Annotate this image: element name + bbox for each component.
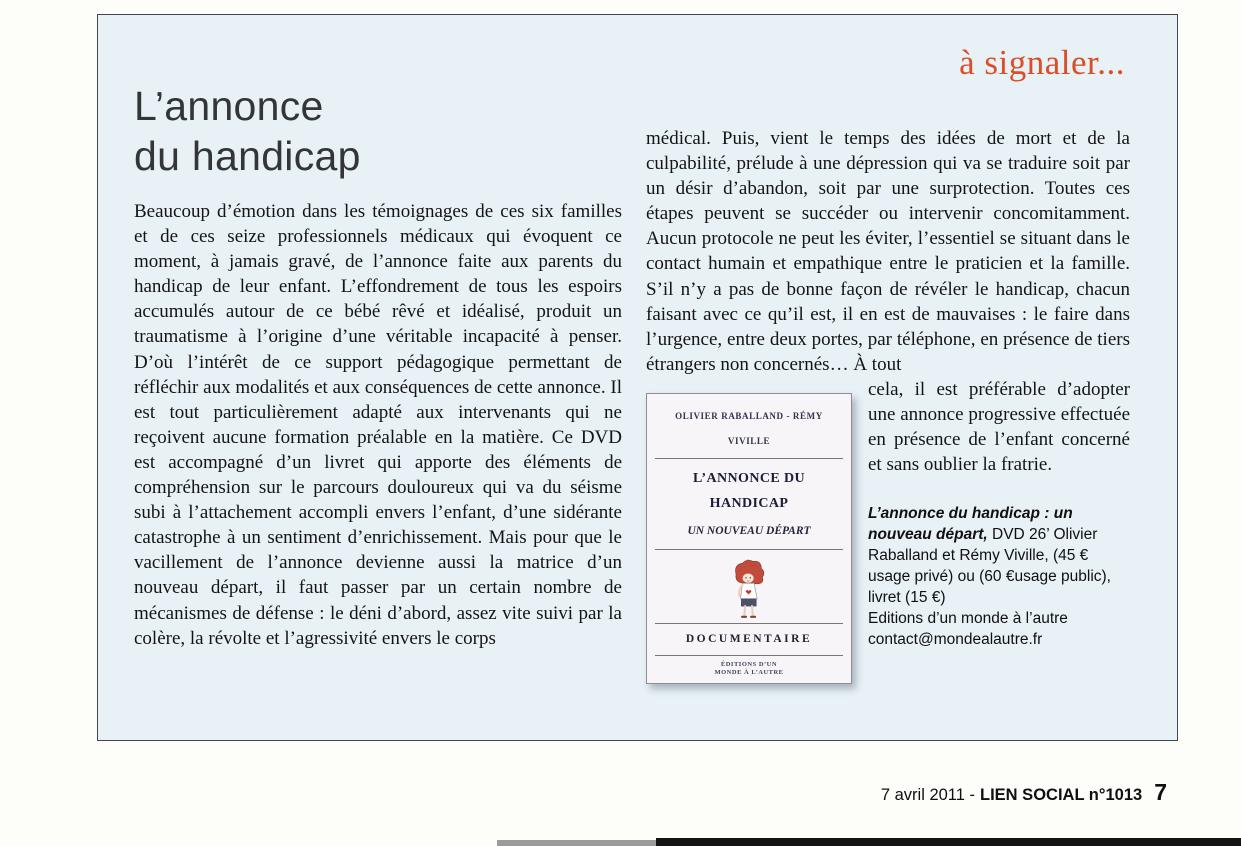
caption-details: DVD 26’ Olivier Raballand et Rémy Viville, (45 € usage privé) ou (60 €usage public), livret (15 €) bbox=[868, 526, 1111, 607]
article-paragraph-right-wrap: cela, il est préférable d’adopter une annonce progressive effectuée en présence de l’enfant concerné et sans oublier la fratrie. bbox=[868, 378, 1130, 476]
dvd-publisher-logo: ÉDITIONS D’UN MONDE À L’AUTRE bbox=[714, 660, 784, 676]
dvd-subtitle: UN NOUVEAU DÉPART bbox=[655, 519, 843, 550]
right-column bbox=[646, 126, 1130, 690]
scan-artifact-gray-bar bbox=[497, 840, 657, 846]
dvd-title: L’ANNONCE DU HANDICAP bbox=[692, 471, 805, 512]
footer-magazine-title: LIEN SOCIAL n°1013 bbox=[980, 786, 1143, 804]
title-line-2: du handicap bbox=[134, 133, 361, 179]
caption-publisher: Editions d’un monde à l’autre bbox=[868, 610, 1068, 628]
footer-date: 7 avril 2011 - bbox=[880, 786, 976, 804]
footer-page-number: 7 bbox=[1154, 779, 1167, 805]
article-paragraph-right-top: médical. Puis, vient le temps des idées de mort et de la culpabilité, prélude à une dépression qui va se traduire soit par un désir d’abandon, soit par une surprotection. Toutes ces étapes peuvent se succéder ou intervenir concomitamment. Aucun protocole ne peut les éviter, l’essentiel se situant dans le contact humain et empathique entre le praticien et la famille. S’il n’y a pas de bonne façon de révéler le handicap, chacun faisant avec ce qu’il est, il en est de mauvaises : le faire dans l’urgence, entre deux portes, par téléphone, en présence de tiers étrangers non concernés… À tout bbox=[646, 128, 1130, 375]
dvd-cover bbox=[646, 393, 852, 684]
caption-email: contact@mondealautre.fr bbox=[868, 631, 1043, 649]
title-line-1: L’annonce bbox=[134, 83, 324, 129]
page-title bbox=[134, 81, 361, 181]
scan-artifact-dark-bar bbox=[656, 838, 1241, 846]
dvd-authors: OLIVIER RABALLAND - RÉMY VIVILLE bbox=[655, 404, 843, 459]
article-panel bbox=[97, 14, 1178, 741]
caption-title: L’annonce du handicap : un nouveau départ, bbox=[868, 505, 1073, 544]
article-paragraph-left: Beaucoup d’émotion dans les témoignages de ces six familles et de ces seize professionnels médicaux qui évoquent ce moment, à jamais gravé, de l’annonce faite aux parents du handicap de leur enfant. L’effondrement de tous les espoirs accumulés autour de ce bébé rêvé et idéalisé, produit un traumatisme à l’origine d’une véritable incapacité à penser. D’où l’intérêt de ce support pédagogique permettant de réfléchir aux modalités et aux conséquences de cette annonce. Il est tout particulièrement adapté aux intervenants qui ne reçoivent aucune formation préalable en la matière. Ce DVD est accompagné d’un livret qui apporte des éléments de compréhension sur le parcours douloureux qui va du séisme subi à l’attachement accompli envers l’enfant, d’une sidérante catastrophe à un sentiment d’enrichissement. Mais pour que le vacillement de l’annonce devienne aussi la matrice d’un nouveau départ, il faut passer par un certain nombre de mécanismes de défense : le déni d’abord, assez vite suivi par la colère, la révolte et l’agressivité envers le corps bbox=[134, 201, 622, 649]
dvd-genre-label: DOCUMENTAIRE bbox=[655, 623, 843, 656]
left-column bbox=[134, 199, 622, 651]
section-header: à signaler... bbox=[959, 43, 1125, 82]
dvd-cover-illustration bbox=[685, 555, 813, 619]
page-footer bbox=[881, 779, 1167, 806]
